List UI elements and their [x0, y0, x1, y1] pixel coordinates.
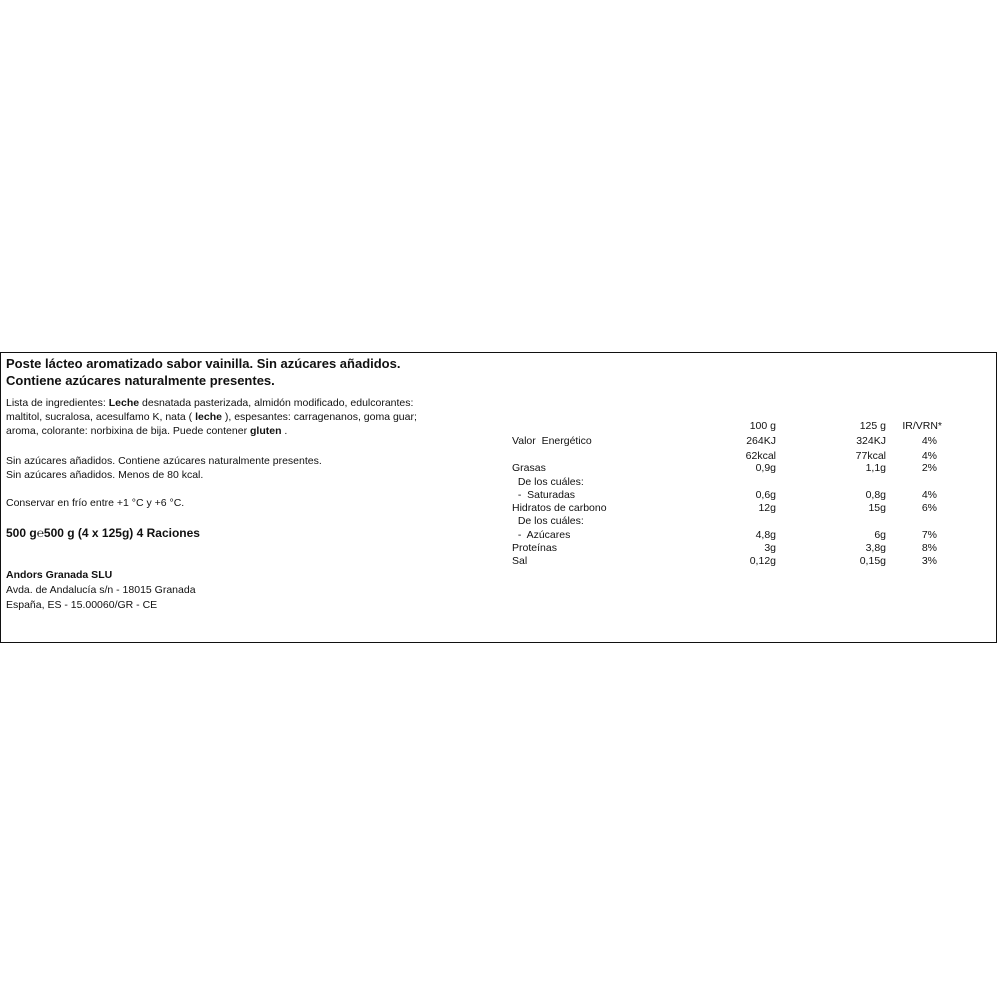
ingredients-line3	[6, 425, 287, 438]
ingredients-line1	[6, 397, 413, 410]
nutrition-row	[512, 462, 942, 475]
nutrient-name: Grasas	[512, 462, 546, 474]
portion-detail: 500 g (4 x 125g) 4 Raciones	[43, 526, 200, 540]
allergen-milk: leche	[195, 411, 222, 423]
ingredients-text: .	[281, 425, 288, 437]
manufacturer-address: Avda. de Andalucía s/n - 18015 Granada	[6, 584, 196, 596]
net-quantity	[6, 526, 200, 540]
value-per-100g: 0,12g	[749, 555, 776, 567]
nutrient-name: Proteínas	[512, 542, 557, 554]
header-per-100g: 100 g	[749, 420, 776, 432]
nutrient-name: - Azúcares	[512, 529, 571, 541]
value-per-100g: 3g	[764, 542, 776, 554]
nutrition-row	[512, 515, 942, 528]
value-ir-vrn: 6%	[921, 502, 937, 514]
ingredients-text: desnatada pasterizada, almidón modificado, edulcorantes:	[139, 397, 414, 409]
value-per-125g: 0,8g	[865, 489, 886, 501]
product-title-line1: Poste lácteo aromatizado sabor vainilla. Sin azúcares añadidos.	[6, 356, 401, 371]
value-per-125g: 15g	[868, 502, 886, 514]
value-ir-vrn: 4%	[921, 450, 937, 462]
ingredients-line2	[6, 411, 417, 424]
value-per-125g: 6g	[874, 529, 886, 541]
nutrition-row	[512, 435, 942, 448]
ingredients-text: ), espesantes: carragenanos, goma guar;	[221, 411, 417, 423]
ingredients-text: Lista de ingredientes:	[6, 397, 109, 409]
nutrition-row	[512, 476, 942, 489]
value-per-100g: 0,9g	[755, 462, 776, 474]
value-per-100g: 12g	[758, 502, 776, 514]
value-ir-vrn: 4%	[921, 489, 937, 501]
nutrition-header	[512, 420, 942, 433]
nutrition-row	[512, 529, 942, 542]
nutrition-row	[512, 542, 942, 555]
nutrition-row	[512, 489, 942, 502]
claim-line1: Sin azúcares añadidos. Contiene azúcares naturalmente presentes.	[6, 455, 322, 467]
ingredients-text: maltitol, sucralosa, acesulfamo K, nata (	[6, 411, 196, 423]
estimated-sign-icon: ℮	[36, 526, 44, 540]
value-ir-vrn: 4%	[921, 435, 937, 447]
nutrient-name: Valor Energético	[512, 435, 592, 447]
storage-instructions: Conservar en frío entre +1 °C y +6 °C.	[6, 497, 185, 509]
value-per-125g: 3,8g	[865, 542, 886, 554]
claim-line2: Sin azúcares añadidos. Menos de 80 kcal.	[6, 469, 204, 481]
nutrient-name: - Saturadas	[512, 489, 576, 501]
value-per-125g: 77kcal	[855, 450, 886, 462]
value-ir-vrn: 2%	[921, 462, 937, 474]
value-ir-vrn: 8%	[921, 542, 937, 554]
nutrient-name: Sal	[512, 555, 528, 567]
product-title-line2: Contiene azúcares naturalmente presentes.	[6, 373, 275, 388]
nutrient-name: De los cuáles:	[512, 515, 584, 527]
value-per-100g: 4,8g	[755, 529, 776, 541]
allergen-gluten: gluten	[250, 425, 282, 437]
nutrition-row	[512, 555, 942, 568]
value-per-125g: 0,15g	[859, 555, 886, 567]
ingredients-text: aroma, colorante: norbixina de bija. Puede contener	[6, 425, 250, 437]
nutrient-name: Hidratos de carbono	[512, 502, 607, 514]
value-per-100g: 0,6g	[755, 489, 776, 501]
header-per-125g: 125 g	[859, 420, 886, 432]
manufacturer-name: Andors Granada SLU	[6, 569, 113, 581]
value-per-125g: 324KJ	[856, 435, 886, 447]
nutrient-name: De los cuáles:	[512, 476, 584, 488]
value-per-100g: 264KJ	[746, 435, 776, 447]
value-ir-vrn: 3%	[921, 555, 937, 567]
value-per-125g: 1,1g	[865, 462, 886, 474]
value-per-100g: 62kcal	[745, 450, 776, 462]
value-ir-vrn: 7%	[921, 529, 937, 541]
header-ir-vrn: IR/VRN*	[902, 420, 942, 432]
nutrition-row	[512, 502, 942, 515]
manufacturer-registration: España, ES - 15.00060/GR - CE	[6, 599, 158, 611]
net-weight: 500 g	[6, 526, 37, 540]
allergen-milk: Leche	[108, 397, 140, 409]
